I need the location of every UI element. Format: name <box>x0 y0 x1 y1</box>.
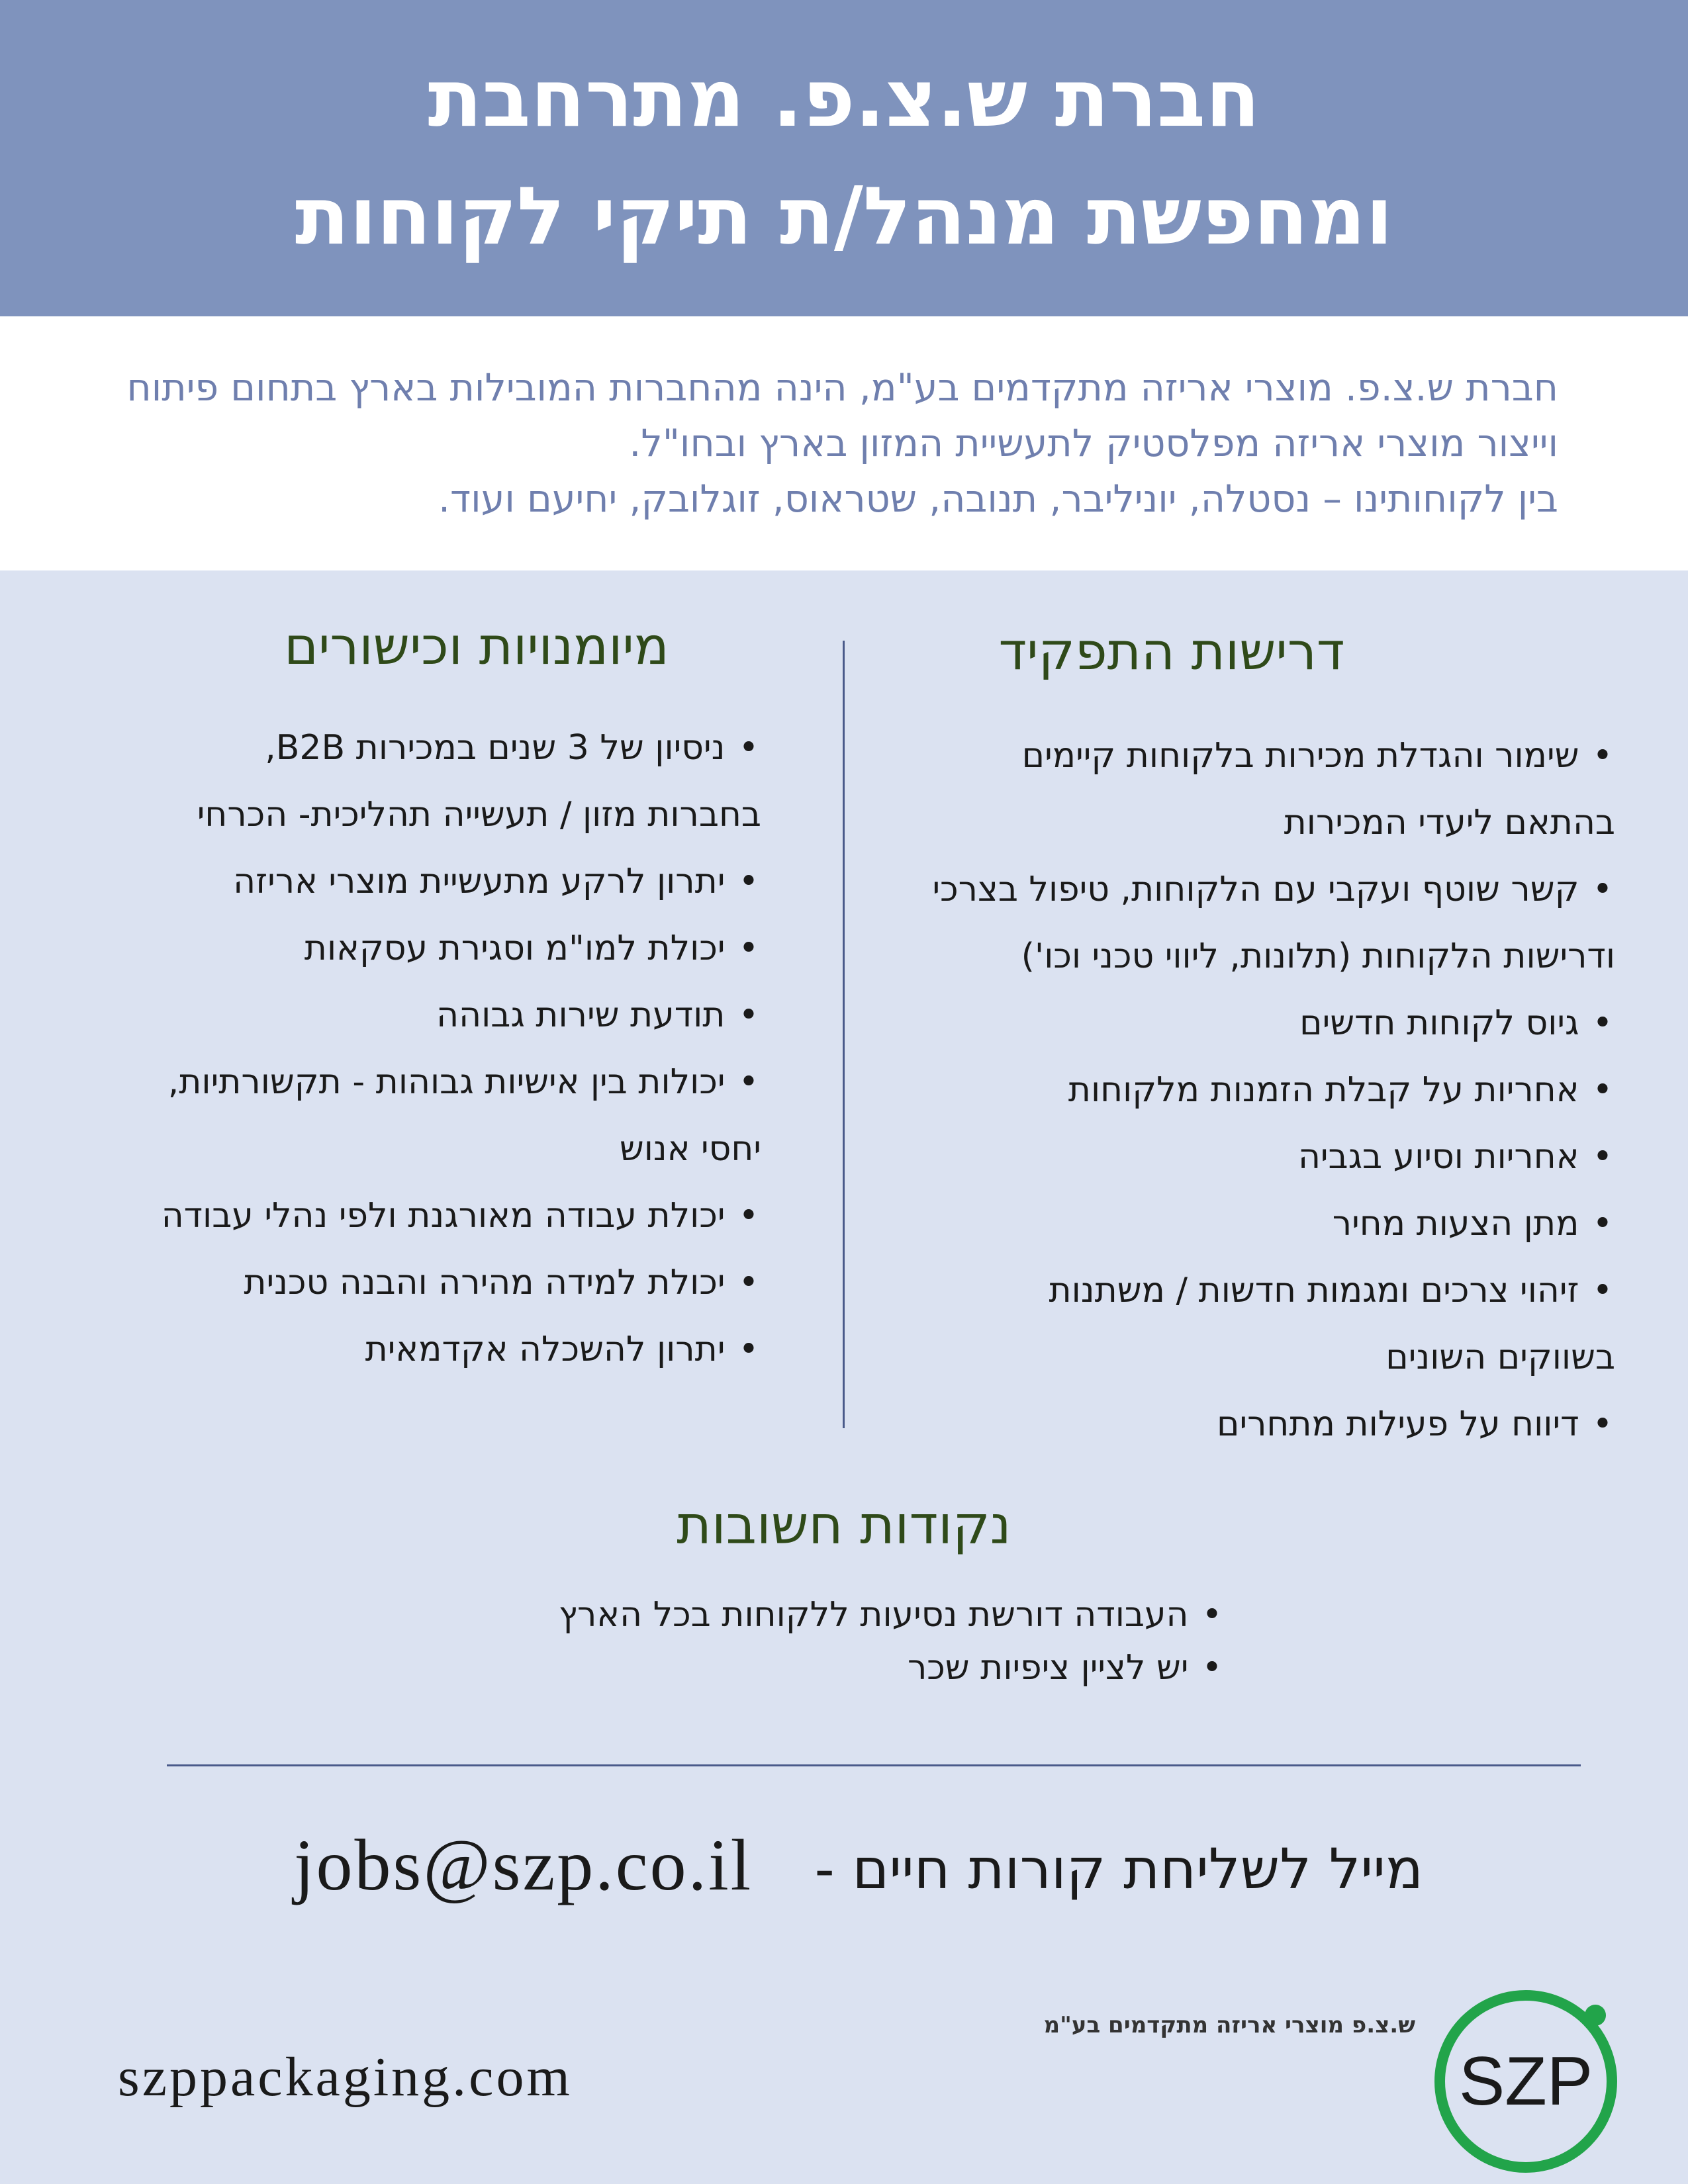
skills-list <box>99 715 761 1383</box>
list-item: • יכולת למידה מהירה והבנה טכנית <box>99 1250 761 1316</box>
bullet-icon: • <box>1201 1648 1223 1688</box>
list-item: • זיהוי צרכים ומגמות חדשות / משתנות <box>788 1257 1615 1324</box>
list-item: • יתרון להשכלה אקדמאית <box>99 1316 761 1383</box>
list-item: יחסי אנוש <box>619 1129 761 1169</box>
page-title-line-2: ומחפשת מנהל/ת תיקי לקוחות <box>295 171 1393 263</box>
list-item: • העבודה דורשת נסיעות ללקוחות בכל הארץ <box>364 1588 1225 1641</box>
bullet-icon: • <box>1592 1070 1613 1110</box>
bullet-icon: • <box>738 728 759 768</box>
list-item: • דיווח על פעילות מתחרים <box>788 1391 1615 1458</box>
intro-line: בין לקוחותינו – נסטלה, יוניליבר, תנובה, שטראוס, זוגלובק, יחיעם ועוד. <box>438 477 1558 521</box>
list-item: • אחריות על קבלת הזמנות מלקוחות <box>788 1057 1615 1124</box>
skills-title: מיומנויות וכישורים <box>284 617 669 676</box>
bullet-icon: • <box>1592 1003 1613 1043</box>
list-item: • יכולת למו"מ וסגירת עסקאות <box>99 915 761 982</box>
website-link[interactable]: szppackaging.com <box>118 2046 573 2108</box>
section-divider <box>167 1764 1581 1766</box>
list-item: • יתרון לרקע מתעשיית מוצרי אריזה <box>99 848 761 915</box>
company-name-text: ש.צ.פ מוצרי אריזה מתקדמים בע"מ <box>1043 2012 1415 2038</box>
list-item: • יכולת עבודה מאורגנת ולפי נהלי עבודה <box>99 1183 761 1250</box>
list-item: • אחריות וסיוע בגביה <box>788 1124 1615 1191</box>
logo-mark: SZP <box>1458 2043 1593 2120</box>
bullet-icon: • <box>1592 1271 1613 1310</box>
bullet-icon: • <box>738 1062 759 1102</box>
bullet-icon: • <box>738 1263 759 1302</box>
list-item: • שימור והגדלת מכירות בלקוחות קיימים <box>788 723 1615 790</box>
bullet-icon: • <box>738 929 759 968</box>
szp-logo <box>1430 1985 1622 2177</box>
bullet-icon: • <box>1592 736 1613 776</box>
important-list <box>364 1588 1225 1694</box>
list-item: ודרישות הלקוחות (תלונות, ליווי טכני וכו') <box>1021 936 1615 976</box>
intro-line: חברת ש.צ.פ. מוצרי אריזה מתקדמים בע"מ, הינה מהחברות המובילות בארץ בתחום פיתוח <box>126 366 1558 410</box>
list-item: בשווקים השונים <box>1385 1338 1615 1377</box>
list-item: • מתן הצעות מחיר <box>788 1191 1615 1257</box>
requirements-list <box>788 723 1615 1458</box>
logo-dot <box>1585 2005 1606 2026</box>
bullet-icon: • <box>1592 1137 1613 1177</box>
bullet-icon: • <box>1592 1204 1613 1244</box>
requirements-title: דרישות התפקיד <box>998 622 1345 682</box>
bullet-icon: • <box>738 862 759 901</box>
important-title: נקודות חשובות <box>677 1494 1011 1556</box>
bullet-icon: • <box>738 1196 759 1236</box>
bullet-icon: • <box>1201 1595 1223 1635</box>
bullet-icon: • <box>738 1330 759 1369</box>
header-banner <box>0 0 1688 316</box>
intro-section <box>0 316 1688 570</box>
list-item: • יש לציין ציפיות שכר <box>364 1641 1225 1694</box>
list-item: • קשר שוטף ועקבי עם הלקוחות, טיפול בצרכי <box>788 856 1615 923</box>
bullet-icon: • <box>1592 1404 1613 1444</box>
list-item: • ניסיון של 3 שנים במכירות B2B, <box>99 715 761 782</box>
page-title-line-1: חברת ש.צ.פ. מתרחבת <box>428 53 1260 145</box>
email-link[interactable]: jobs@szp.co.il <box>294 1825 753 1905</box>
intro-line: וייצור מוצרי אריזה מפלסטיק לתעשיית המזון בארץ ובחו"ל. <box>629 422 1558 465</box>
list-item: בחברות מזון / תעשייה תהליכית- הכרחי <box>197 795 761 835</box>
list-item: בהתאם ליעדי המכירות <box>1284 803 1615 842</box>
list-item: • תודעת שירות גבוהה <box>99 982 761 1049</box>
bullet-icon: • <box>738 995 759 1035</box>
email-label: מייל לשליחת קורות חיים - <box>814 1837 1423 1901</box>
column-divider <box>843 641 845 1428</box>
bullet-icon: • <box>1592 870 1613 909</box>
list-item: • גיוס לקוחות חדשים <box>788 990 1615 1057</box>
list-item: • יכולות בין אישיות גבוהות - תקשורתיות, <box>99 1049 761 1116</box>
